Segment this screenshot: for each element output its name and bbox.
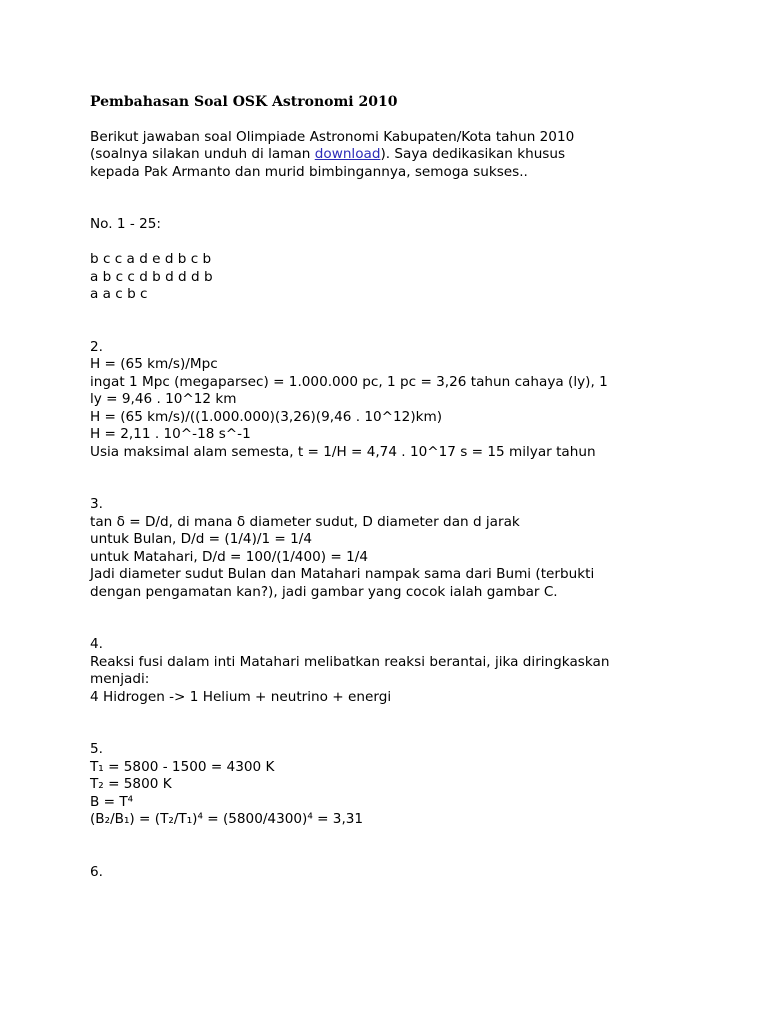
solution-line: tan δ = D/d, di mana δ diameter sudut, D diameter dan d jarak	[90, 513, 520, 530]
solution-line: T₂ = 5800 K	[90, 776, 172, 792]
intro-line-3: kepada Pak Armanto dan murid bimbingannya, semoga sukses..	[90, 163, 528, 180]
solution-line: untuk Bulan, D/d = (1/4)/1 = 1/4	[90, 531, 313, 547]
question-number: 6.	[90, 863, 103, 880]
question-3	[90, 496, 710, 601]
intro-line-2-start: (soalnya silakan unduh di laman	[90, 146, 315, 162]
answers-row: a a c b c	[90, 286, 148, 302]
solution-line: menjadi:	[90, 671, 150, 687]
document-page	[90, 94, 710, 881]
solution-line: H = (65 km/s)/Mpc	[90, 356, 218, 372]
solution-line: untuk Matahari, D/d = 100/(1/400) = 1/4	[90, 548, 368, 565]
question-number: 5.	[90, 741, 103, 757]
solution-line: T₁ = 5800 - 1500 = 4300 K	[90, 758, 275, 775]
solution-line: Reaksi fusi dalam inti Matahari melibatkan reaksi berantai, jika diringkaskan	[90, 653, 610, 670]
solution-line: Jadi diameter sudut Bulan dan Matahari nampak sama dari Bumi (terbukti	[90, 566, 595, 582]
solution-line: Usia maksimal alam semesta, t = 1/H = 4,74 . 10^17 s = 15 milyar tahun	[90, 443, 596, 460]
question-number: 2.	[90, 338, 103, 355]
solution-line: dengan pengamatan kan?), jadi gambar yang cocok ialah gambar C.	[90, 583, 558, 600]
question-number: 4.	[90, 636, 103, 652]
solution-line: H = 2,11 . 10^-18 s^-1	[90, 426, 251, 442]
download-link[interactable]: download	[314, 146, 381, 162]
question-2	[90, 339, 710, 462]
answers-row: b c c a d e d b c b	[90, 251, 212, 267]
solution-line: ly = 9,46 . 10^12 km	[90, 391, 237, 407]
solution-line: 4 Hidrogen -> 1 Helium + neutrino + energi	[90, 688, 392, 705]
intro-line-2	[90, 146, 710, 164]
answers-section	[90, 216, 710, 304]
question-number: 3.	[90, 496, 103, 512]
question-4	[90, 636, 710, 706]
question-6	[90, 864, 710, 882]
answers-heading: No. 1 - 25:	[90, 216, 161, 232]
answers-row: a b c c d b d d d b	[90, 268, 213, 285]
solution-line: (B₂/B₁) = (T₂/T₁)⁴ = (5800/4300)⁴ = 3,31	[90, 811, 364, 827]
solution-line: B = T⁴	[90, 793, 134, 810]
intro-line-2-end: ). Saya dedikasikan khusus	[380, 146, 566, 162]
intro-paragraph	[90, 129, 710, 182]
solution-line: ingat 1 Mpc (megaparsec) = 1.000.000 pc, 1 pc = 3,26 tahun cahaya (ly), 1	[90, 373, 608, 390]
intro-line-1: Berikut jawaban soal Olimpiade Astronomi Kabupaten/Kota tahun 2010	[90, 128, 575, 145]
question-5	[90, 741, 710, 829]
document-title: Pembahasan Soal OSK Astronomi 2010	[90, 94, 398, 110]
solution-line: H = (65 km/s)/((1.000.000)(3,26)(9,46 . 10^12)km)	[90, 408, 443, 425]
